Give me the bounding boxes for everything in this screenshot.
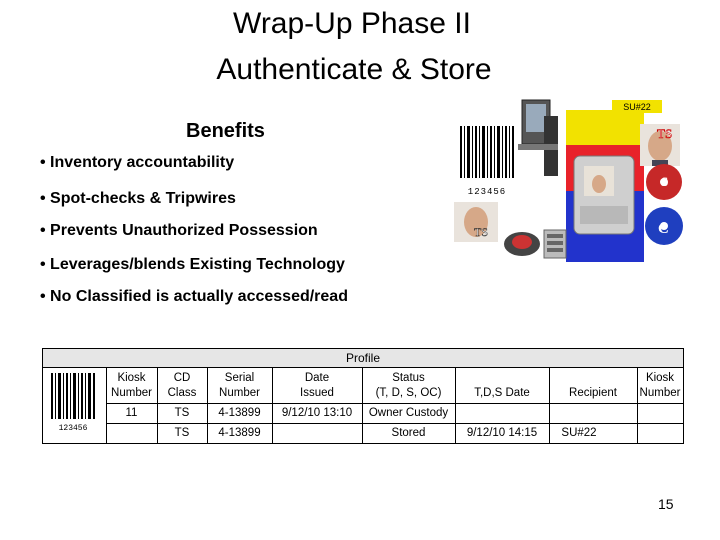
cell-tds-date: 9/12/10 14:15 [466,427,538,439]
cell-cd-class: TS [174,407,190,419]
barcode-digits: 123456 [467,187,507,197]
slide-title-line1: Wrap-Up Phase II [233,7,471,40]
cell-date-issued: 9/12/10 13:10 [281,407,353,419]
disc-c-label: C [658,221,669,237]
cell-serial: 4-13899 [218,427,261,439]
profile-table [42,348,684,444]
benefit-item: • Leverages/blends Existing Technology [40,256,345,273]
ts-badge-bottom: TS [474,225,489,239]
cell-serial: 4-13899 [218,407,261,419]
header-text: Status [392,372,425,384]
disc-c-icon [645,207,683,245]
header-text: Class [167,387,197,399]
benefit-item: • Prevents Unauthorized Possession [40,222,318,239]
barcode-icon [49,371,99,433]
page-number: 15 [658,496,674,512]
yellow-band [566,110,644,145]
header-text: Issued [300,387,334,399]
benefit-item: • Spot-checks & Tripwires [40,190,236,207]
ts-badge-top: TS [657,126,673,141]
cell-kiosk: 11 [125,407,138,419]
benefits-heading: Benefits [186,120,265,142]
su-label: SU#22 [623,102,651,112]
row-divider [106,423,683,424]
keypad-icon [544,230,566,258]
header-text: Kiosk [645,372,675,384]
cell-recipient: SU#22 [561,427,597,439]
benefit-item: • No Classified is actually accessed/read [40,288,348,305]
fingerprint-reader-icon [504,232,540,256]
barcode-icon [458,124,516,197]
cell-status: Owner Custody [368,407,449,419]
header-text: Number [219,387,260,399]
profile-title: Profile [43,349,683,368]
kiosk-computer-icon [518,100,558,176]
scanner-device-icon [574,156,634,234]
header-text: Number [111,387,152,399]
header-text: Date [304,372,330,384]
header-kiosk-number-2 [637,371,683,401]
header-status [362,371,455,401]
header-text: Kiosk [117,372,146,384]
disc-s-icon [646,164,682,200]
cell-cd-class: TS [174,427,190,439]
cell-status: Stored [391,427,426,439]
row-divider [106,403,683,404]
header-date-issued [272,371,362,401]
header-text: (T, D, S, OC) [375,387,442,399]
authentication-illustration [452,96,688,262]
header-serial-number [207,371,272,401]
header-text: Number [639,387,681,399]
header-text: Serial [224,372,255,384]
benefit-item: • Inventory accountability [40,154,235,171]
disc-s-label: S [661,174,669,189]
header-recipient: Recipient [569,387,617,399]
header-cd-class [157,371,207,401]
barcode-digits: 123456 [58,424,88,433]
header-kiosk-number [106,371,157,401]
slide-title-line2: Authenticate & Store [216,53,492,86]
header-tds-date: T,D,S Date [474,387,530,399]
header-text: CD [173,372,191,384]
